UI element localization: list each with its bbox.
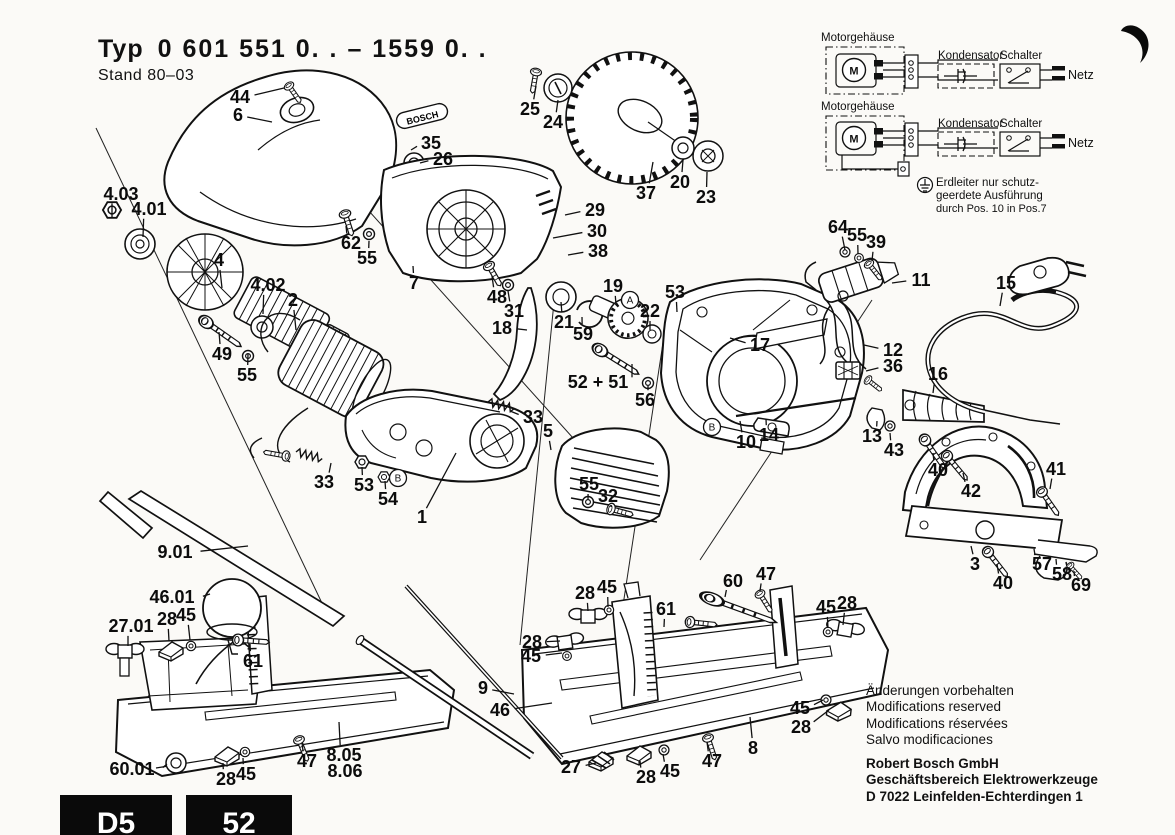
outer-flange xyxy=(693,141,723,171)
part-label-15: 15 xyxy=(996,273,1016,293)
part-label-37: 37 xyxy=(636,183,656,203)
leader-line xyxy=(547,641,560,642)
earth-symbol-icon xyxy=(918,178,933,193)
part-label-24: 24 xyxy=(543,112,563,132)
leader-line xyxy=(263,295,264,314)
type-number: 0 601 551 0. . – 1559 0. . xyxy=(158,35,488,63)
earth-note-1: Erdleiter nur schutz- xyxy=(936,177,1039,189)
part-label-8: 8 xyxy=(748,738,758,758)
callout-b xyxy=(390,470,407,487)
part-label-28: 28 xyxy=(791,717,811,737)
part-label-27.01: 27.01 xyxy=(108,616,153,636)
title-block xyxy=(98,36,488,84)
part-label-25: 25 xyxy=(520,99,540,119)
part-label-59: 59 xyxy=(573,324,593,344)
part-label-44: 44 xyxy=(230,87,250,107)
part-label-28: 28 xyxy=(837,593,857,613)
blade-guard xyxy=(164,70,396,245)
earth-note-2: geerdete Ausführung xyxy=(936,190,1043,202)
leader-line xyxy=(411,146,417,150)
leader-line xyxy=(587,603,588,611)
part-label-16: 16 xyxy=(928,364,948,384)
part-label-23: 23 xyxy=(696,187,716,207)
leader-line xyxy=(568,252,583,255)
leader-line xyxy=(565,212,580,215)
part-label-9.01: 9.01 xyxy=(157,542,192,562)
part-label-43: 43 xyxy=(884,440,904,460)
page-curl-mark xyxy=(1121,25,1149,63)
part-label-60: 60 xyxy=(723,571,743,591)
part-label-55: 55 xyxy=(357,248,377,268)
part-label-38: 38 xyxy=(588,241,608,261)
part-label-55: 55 xyxy=(847,225,867,245)
part-label-4.01: 4.01 xyxy=(131,199,166,219)
svg-text:B: B xyxy=(709,423,716,434)
leader-line xyxy=(1050,479,1052,489)
part-label-32: 32 xyxy=(598,486,618,506)
capacitor-label: Kondensator xyxy=(938,118,1003,130)
part-label-28: 28 xyxy=(216,769,236,789)
leader-line xyxy=(676,302,677,312)
hex-nut-60-01 xyxy=(166,753,186,773)
part-label-30: 30 xyxy=(587,221,607,241)
callout-b xyxy=(704,419,721,436)
note-line: Modifications reserved xyxy=(866,699,1098,715)
part-label-58: 58 xyxy=(1052,564,1072,584)
brand-plate xyxy=(395,102,449,130)
part-label-53: 53 xyxy=(665,282,685,302)
part-label-45: 45 xyxy=(790,698,810,718)
circuit-diagram-2 xyxy=(821,101,1094,215)
part-label-17: 17 xyxy=(750,335,770,355)
part-label-41: 41 xyxy=(1046,459,1066,479)
leader-line xyxy=(615,296,616,305)
leader-line xyxy=(549,441,551,450)
part-label-14: 14 xyxy=(759,425,779,445)
part-label-54: 54 xyxy=(378,489,398,509)
svg-text:A: A xyxy=(627,296,634,307)
part-label-61: 61 xyxy=(656,599,676,619)
leader-line xyxy=(814,710,829,722)
part-label-19: 19 xyxy=(603,276,623,296)
part-label-4.03: 4.03 xyxy=(103,184,138,204)
part-label-46: 46 xyxy=(490,700,510,720)
company-name: Robert Bosch GmbH xyxy=(866,756,1098,772)
mains-label: Netz xyxy=(1068,68,1094,82)
part-label-9: 9 xyxy=(478,678,488,698)
part-label-13: 13 xyxy=(862,426,882,446)
part-label-42: 42 xyxy=(961,481,981,501)
part-label-36: 36 xyxy=(883,356,903,376)
part-label-40: 40 xyxy=(928,460,948,480)
leader-line xyxy=(971,546,973,554)
part-label-5: 5 xyxy=(543,421,553,441)
leader-line xyxy=(866,368,878,371)
note-line: Änderungen vorbehalten xyxy=(866,683,1098,699)
part-label-29: 29 xyxy=(585,200,605,220)
terminal-block xyxy=(836,362,860,379)
part-label-45: 45 xyxy=(521,646,541,666)
upper-guard-housing xyxy=(381,156,561,281)
part-label-6: 6 xyxy=(233,105,243,125)
part-label-62: 62 xyxy=(341,233,361,253)
housing-label: Motorgehäuse xyxy=(821,32,895,44)
leader-line xyxy=(561,302,562,312)
part-label-8.06: 8.06 xyxy=(327,761,362,781)
company-division: Geschäftsbereich Elektrowerkzeuge xyxy=(866,772,1098,788)
part-label-33: 33 xyxy=(523,407,543,427)
earth-note-3: durch Pos. 10 in Pos.7 xyxy=(936,203,1047,215)
part-label-47: 47 xyxy=(297,751,317,771)
part-label-45: 45 xyxy=(816,597,836,617)
part-label-64: 64 xyxy=(828,217,848,237)
part-label-52+51: 52 + 51 xyxy=(568,372,629,392)
type-prefix: Typ xyxy=(98,35,144,63)
leader-line xyxy=(385,481,386,489)
brand-plate-text: BOSCH xyxy=(405,109,439,127)
cord-protector xyxy=(903,390,1060,424)
part-label-7: 7 xyxy=(409,273,419,293)
leader-line xyxy=(933,384,934,393)
housing-label: Motorgehäuse xyxy=(821,101,895,113)
leader-line xyxy=(143,219,144,237)
mains-plug xyxy=(1009,258,1086,295)
part-label-10: 10 xyxy=(736,432,756,452)
saw-blade xyxy=(566,52,700,184)
part-label-33: 33 xyxy=(314,472,334,492)
part-label-45: 45 xyxy=(236,764,256,784)
part-label-39: 39 xyxy=(866,232,886,252)
part-label-69: 69 xyxy=(1071,575,1091,595)
leader-line xyxy=(864,345,878,348)
part-label-31: 31 xyxy=(504,301,524,321)
revision-date: Stand 80–03 xyxy=(98,67,488,85)
part-label-55: 55 xyxy=(237,365,257,385)
part-label-18: 18 xyxy=(492,318,512,338)
leader-line xyxy=(1000,293,1002,306)
part-label-27: 27 xyxy=(561,757,581,777)
part-label-48: 48 xyxy=(487,287,507,307)
part-label-60.01: 60.01 xyxy=(109,759,154,779)
motor-symbol: M xyxy=(849,66,858,78)
part-label-45: 45 xyxy=(176,605,196,625)
part-label-4: 4 xyxy=(214,250,224,270)
switch-label: Schalter xyxy=(1000,118,1042,130)
leader-line xyxy=(553,233,582,238)
blade-washer xyxy=(544,74,572,102)
switch-label: Schalter xyxy=(1000,50,1042,62)
part-label-45: 45 xyxy=(660,761,680,781)
part-label-28: 28 xyxy=(522,632,542,652)
leader-line xyxy=(188,625,190,640)
part-label-22: 22 xyxy=(640,301,660,321)
footer-block xyxy=(866,683,1098,805)
leader-line xyxy=(168,629,169,641)
part-label-57: 57 xyxy=(1032,554,1052,574)
part-label-4.02: 4.02 xyxy=(250,275,285,295)
part-label-1: 1 xyxy=(417,507,427,527)
part-label-28: 28 xyxy=(157,609,177,629)
part-label-53: 53 xyxy=(354,475,374,495)
motor-symbol: M xyxy=(849,134,858,146)
leader-line xyxy=(508,291,510,301)
part-label-61: 61 xyxy=(243,651,263,671)
part-label-56: 56 xyxy=(635,390,655,410)
part-label-47: 47 xyxy=(756,564,776,584)
svg-text:B: B xyxy=(395,474,402,485)
leader-line xyxy=(725,590,726,597)
part-label-12: 12 xyxy=(883,340,903,360)
leader-line xyxy=(892,281,906,283)
part-label-45: 45 xyxy=(597,577,617,597)
index-plate-2: 52 xyxy=(186,795,292,835)
wing-bolt xyxy=(106,644,144,677)
bearing xyxy=(125,229,155,259)
company-address: D 7022 Leinfelden-Echterdingen 1 xyxy=(866,789,1098,805)
part-label-28: 28 xyxy=(636,767,656,787)
part-label-55: 55 xyxy=(579,474,599,494)
note-line: Modifications réservées xyxy=(866,716,1098,732)
capacitor-label: Kondensator xyxy=(938,50,1003,62)
inner-flange xyxy=(672,137,694,159)
part-label-11: 11 xyxy=(911,270,930,290)
part-label-49: 49 xyxy=(212,344,232,364)
callout-a xyxy=(622,292,639,309)
note-line: Salvo modificaciones xyxy=(866,732,1098,748)
part-label-3: 3 xyxy=(970,554,980,574)
part-label-40: 40 xyxy=(993,573,1013,593)
part-label-8.05: 8.05 xyxy=(326,745,361,765)
part-label-46.01: 46.01 xyxy=(149,587,194,607)
part-label-28: 28 xyxy=(575,583,595,603)
part-label-47: 47 xyxy=(702,751,722,771)
index-plate-1: D5 xyxy=(60,795,172,835)
part-label-21: 21 xyxy=(554,312,574,332)
leader-line xyxy=(827,617,828,628)
circuit-diagram-1 xyxy=(821,32,1094,94)
part-label-26: 26 xyxy=(433,149,453,169)
part-label-35: 35 xyxy=(421,133,441,153)
part-label-20: 20 xyxy=(670,172,690,192)
mains-label: Netz xyxy=(1068,136,1094,150)
part-label-2: 2 xyxy=(288,290,298,310)
